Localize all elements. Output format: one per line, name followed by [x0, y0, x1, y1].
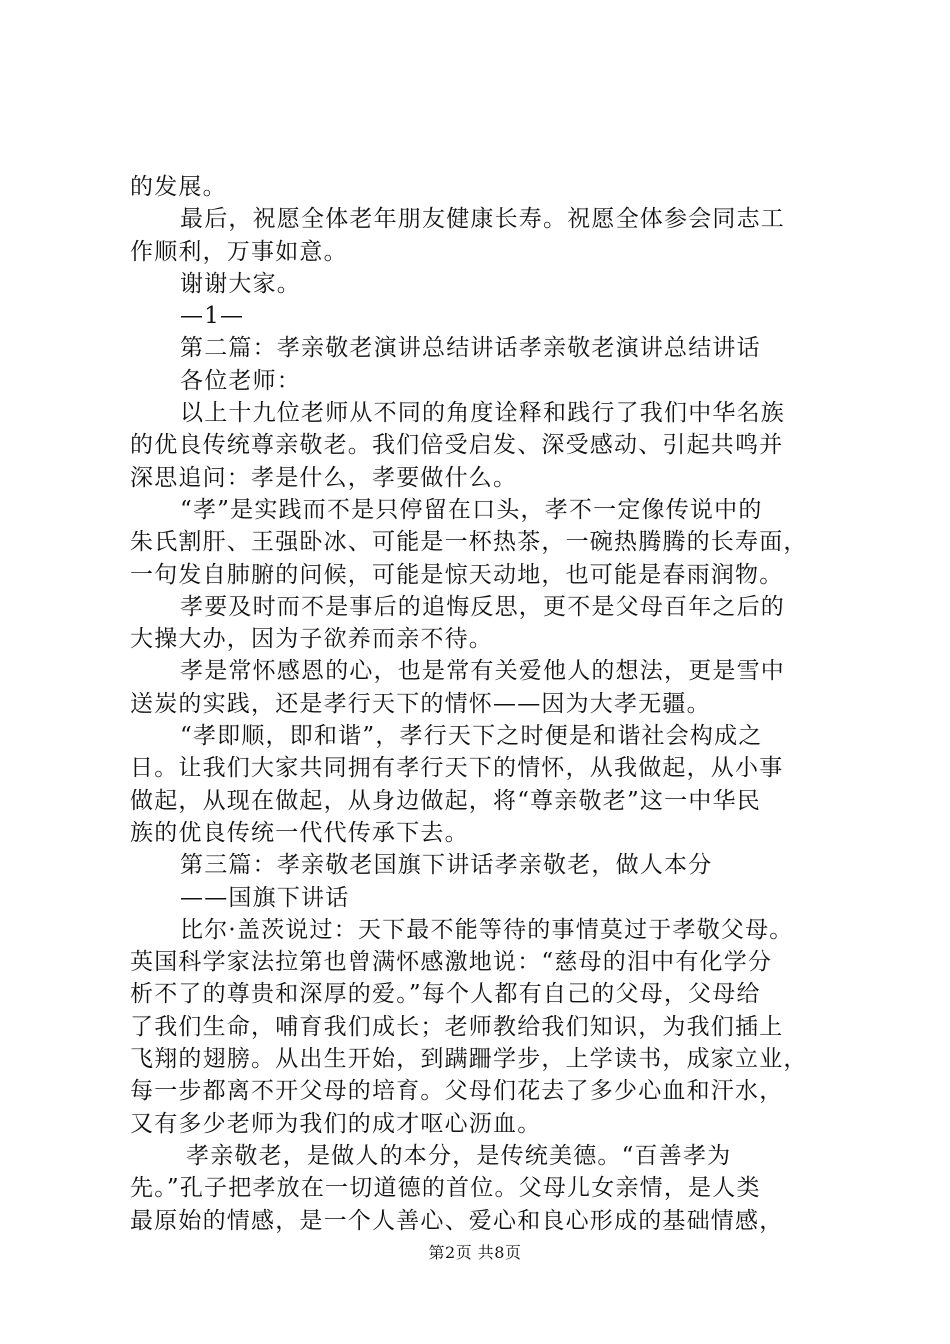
- text-line: 族的优良传统一代代传承下去。: [130, 819, 469, 846]
- text-line: 第二篇：孝亲敬老演讲总结讲话孝亲敬老演讲总结讲话: [180, 335, 761, 362]
- text-line: “孝”是实践而不是只停留在口头，孝不一定像传说中的: [180, 496, 763, 523]
- text-line: 一句发自肺腑的问候，可能是惊天动地，也可能是春雨润物。: [130, 561, 784, 588]
- text-line: 又有多少老师为我们的成才呕心沥血。: [130, 1110, 542, 1137]
- text-line: ——国旗下讲话: [180, 884, 350, 911]
- text-line: 英国科学家法拉第也曾满怀感激地说：“慈母的泪中有化学分: [130, 949, 773, 976]
- text-line: 朱氏割肝、王强卧冰、可能是一杯热茶，一碗热腾腾的长寿面，: [130, 529, 808, 556]
- text-line: 各位老师：: [180, 367, 301, 394]
- text-line: 飞翔的翅膀。从出生开始，到蹒跚学步，上学读书，成家立业，: [130, 1046, 808, 1073]
- document-body: [130, 171, 830, 1237]
- text-line: 的优良传统尊亲敬老。我们倍受启发、深受感动、引起共鸣并: [130, 432, 784, 459]
- text-line: 大操大办，因为子欲养而亲不待。: [130, 626, 493, 653]
- text-line: 比尔·盖茨说过：天下最不能等待的事情莫过于孝敬父母。: [180, 916, 794, 943]
- text-line: “孝即顺，即和谐”，孝行天下之时便是和谐社会构成之: [180, 723, 763, 750]
- text-line: 孝是常怀感恩的心，也是常有关爱他人的想法，更是雪中: [180, 658, 785, 685]
- text-line: 做起，从现在做起，从身边做起，将“尊亲敬老”这一中华民: [130, 787, 761, 814]
- text-line: 孝亲敬老，是做人的本分，是传统美德。“百善孝为: [186, 1142, 732, 1169]
- text-line: 最后，祝愿全体老年朋友健康长寿。祝愿全体参会同志工: [180, 206, 785, 233]
- text-line: 谢谢大家。: [180, 270, 301, 297]
- text-line: 孝要及时而不是事后的追悔反思，更不是父母百年之后的: [180, 593, 785, 620]
- text-line: 最原始的情感，是一个人善心、爱心和良心形成的基础情感，: [130, 1207, 784, 1234]
- text-line: —1—: [180, 303, 245, 330]
- text-line: 日。让我们大家共同拥有孝行天下的情怀，从我做起，从小事: [130, 755, 784, 782]
- text-line: 深思追问：孝是什么，孝要做什么。: [130, 464, 518, 491]
- text-line: 以上十九位老师从不同的角度诠释和践行了我们中华名族: [180, 400, 785, 427]
- text-line: 作顺利，万事如意。: [130, 238, 348, 265]
- text-line: 析不了的尊贵和深厚的爱。”每个人都有自己的父母，父母给: [130, 981, 761, 1008]
- text-line: 的发展。: [130, 174, 227, 200]
- text-line: 送炭的实践，还是孝行天下的情怀——因为大孝无疆。: [130, 690, 711, 717]
- text-line: 先。”孔子把孝放在一切道德的首位。父母儿女亲情，是人类: [130, 1175, 761, 1202]
- page-footer: 第2页 共8页: [428, 1243, 522, 1262]
- text-line: 每一步都离不开父母的培育。父母们花去了多少心血和汗水，: [130, 1078, 784, 1105]
- text-line: 第三篇：孝亲敬老国旗下讲话孝亲敬老，做人本分: [180, 852, 713, 879]
- text-line: 了我们生命，哺育我们成长；老师教给我们知识，为我们插上: [130, 1013, 784, 1040]
